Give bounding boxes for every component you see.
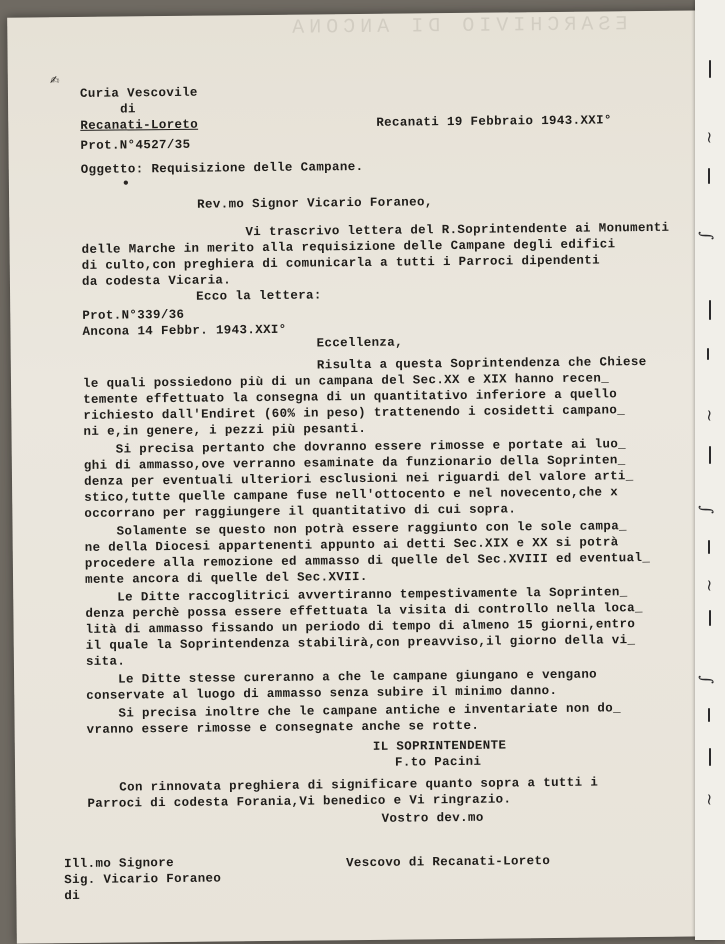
pen-glyph: ∫ (697, 231, 717, 240)
closing-line: Parroci di codesta Forania,Vi benedico e Vi ringrazio. (87, 792, 512, 811)
addressee-line: Ill.mo Signore (63, 855, 175, 872)
quoted-protocol: Prot.N°339/36 (82, 307, 185, 323)
quoted-body-line: Le Ditte stesse cureranno a che le campane giungano e vengano (118, 667, 598, 687)
closing-line: Con rinnovata preghiera di significare quanto sopra a tutti i (119, 775, 599, 795)
pen-stroke (709, 60, 711, 78)
ink-dot: ● (122, 178, 129, 190)
quoted-body-line: Si precisa pertanto che dovranno essere rimosse e portate ai luo_ (115, 437, 627, 457)
pen-stroke (709, 446, 711, 464)
quoted-body-line: conservate al luogo di ammasso senza subire il minimo danno. (86, 683, 558, 703)
quoted-body-line: denza per eventuali ulteriori esclusioni nei riguardi del valore arti_ (83, 469, 634, 489)
addressee-line: di (64, 888, 81, 904)
pen-glyph: ∫ (697, 505, 717, 514)
valediction: Vostro dev.mo (381, 810, 484, 826)
curia-line-2: di (120, 102, 136, 117)
pen-glyph: ~ (700, 130, 720, 145)
quoted-body-line: denza perchè possa essere effettuata la visita di controllo nella loca_ (85, 601, 643, 621)
intro-line: di culto,con preghiera di comunicarla a tutti i Parroci dipendenti (81, 253, 601, 273)
intro-line: Ecco la lettera: (196, 288, 322, 304)
pen-stroke (708, 540, 710, 554)
quoted-date: Ancona 14 Febbr. 1943.XXI° (82, 322, 287, 339)
protocol-number: Prot.N°4527/35 (80, 137, 191, 153)
quoted-body-line: ghi di ammasso,ove verranno esaminate da funzionario della Soprinten_ (83, 453, 626, 473)
signature-title: IL SOPRINTENDENTE (372, 738, 507, 754)
letter-page (7, 10, 720, 943)
salutation: Rev.mo Signor Vicario Foraneo, (197, 195, 433, 212)
pen-glyph: ~ (700, 792, 720, 807)
quoted-body-line: ni e,in genere, i pezzi più pesanti. (83, 421, 367, 439)
quoted-greeting: Eccellenza, (316, 335, 404, 351)
quoted-body-line: temente effettuato la consegna di un quantitativo inferiore a quello (83, 387, 618, 407)
pen-glyph: ~ (700, 578, 720, 593)
quoted-body-line: stico,tutte quelle campane fuse nell'ottocento e nel novecento,che x (84, 485, 619, 505)
quoted-body-line: lità di ammasso fissando un periodo di tempo di almeno 15 giorni,entro (85, 617, 636, 637)
pen-stroke (709, 748, 711, 766)
sender-line: Vescovo di Recanati-Loreto (345, 854, 551, 871)
pen-glyph: ~ (700, 408, 720, 423)
quoted-body-line: ne della Diocesi appartenenti appunto ai detti Sec.XIX e XX si potrà (84, 535, 619, 555)
intro-line: delle Marche in merito alla requisizione delle Campane degli edifici (81, 237, 616, 257)
quoted-body-line: le quali possiedono più di un campana del Sec.XX e XIX hanno recen_ (82, 371, 610, 391)
pen-glyph: ∫ (697, 675, 717, 684)
quoted-body-line: il quale la Soprintendenza stabilirà,con preavviso,il giorno della vi_ (85, 633, 636, 653)
curia-line-1: Curia Vescovile (79, 85, 198, 101)
pen-stroke (707, 348, 709, 360)
curia-line-3: Recanati-Loreto (80, 117, 199, 133)
quoted-body-line: Si precisa inoltre che le campane antiche e inventariate non do_ (118, 701, 621, 721)
bleed-through-text: ESARCHIVIO DI ANCONA (287, 13, 628, 40)
quoted-body-line: mente ancora di quelle del Sec.XVII. (84, 569, 368, 587)
quoted-body-line: Le Ditte raccoglitrici avvertiranno tempestivamente la Soprinten_ (117, 585, 628, 605)
intro-line: Vi trascrivo lettera del R.Soprintendente ai Monumenti (245, 220, 670, 240)
intro-line: da codesta Vicaria. (81, 273, 232, 289)
stamp-mark: ✍ (49, 71, 60, 90)
pen-stroke (709, 610, 711, 626)
addressee-line: Sig. Vicario Foraneo (64, 871, 222, 888)
signature-name: F.to Pacini (394, 754, 482, 770)
quoted-body-line: richiesto dall'Endiret (60% in peso) trattenendo i cosidetti campano_ (83, 403, 626, 423)
quoted-body-line: occorrano per raggiungere il quantitativo di cui sopra. (84, 502, 517, 521)
quoted-body-line: procedere alla remozione ed ammasso di quelle del Sec.XVIII ed eventual_ (84, 550, 651, 571)
pen-stroke (708, 708, 710, 722)
adjacent-handwritten-page (695, 0, 725, 940)
quoted-body-line: Solamente se questo non potrà essere raggiunto con le sole campa_ (116, 519, 627, 539)
pen-stroke (709, 300, 711, 320)
pen-stroke (708, 168, 710, 184)
quoted-body-line: vranno essere rimosse e consegnate anche se rotte. (86, 718, 480, 737)
subject-line: Oggetto: Requisizione delle Campane. (80, 159, 364, 177)
place-date: Recanati 19 Febbraio 1943.XXI° (376, 113, 612, 130)
quoted-body-line: sita. (85, 654, 126, 669)
quoted-body-line: Risulta a questa Soprintendenza che Chiese (316, 355, 647, 373)
